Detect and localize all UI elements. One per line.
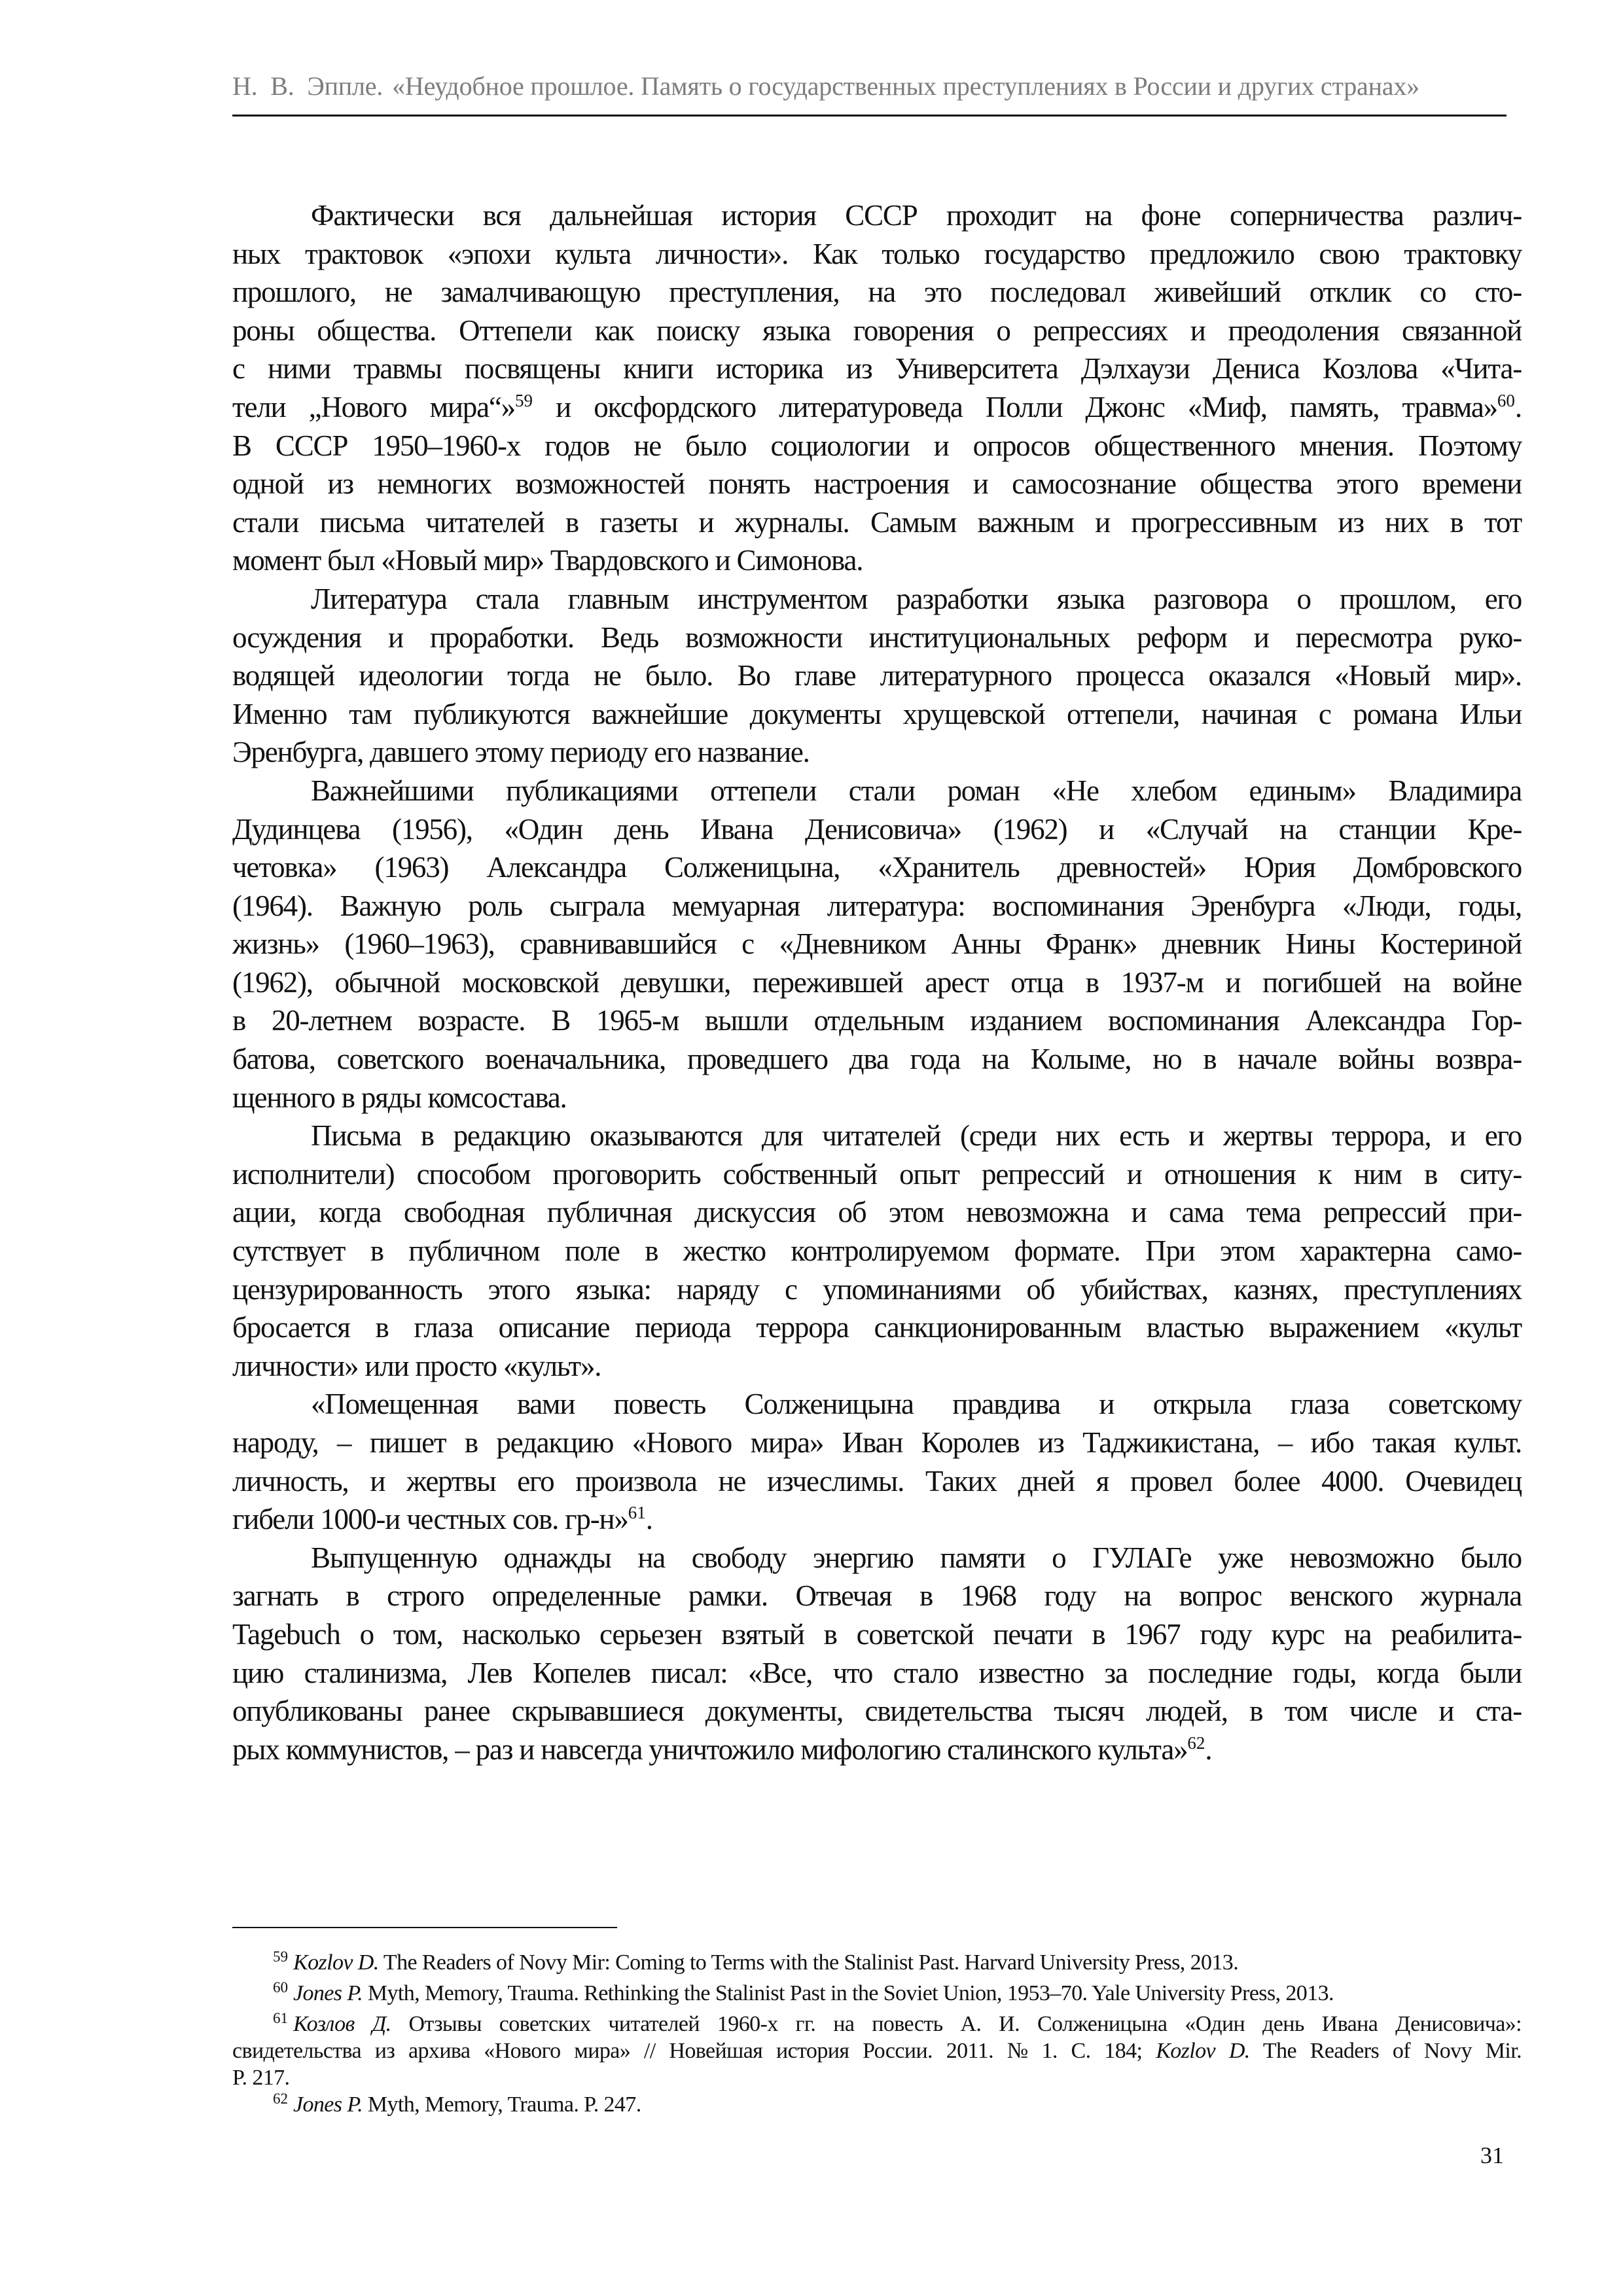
footnote-author: Kozlov D. bbox=[293, 1950, 379, 1975]
header-rule bbox=[232, 115, 1507, 117]
paragraph-2 bbox=[232, 580, 1522, 772]
footnote-author: Козлов Д. bbox=[293, 2012, 391, 2036]
text-line: Tagebuch о том, насколько серьезен взятый в советской печати в 1967 году курс на реабилита- bbox=[232, 1617, 1522, 1651]
text-line: бросается в глаза описание периода террора санкционированным властью выражением «культ bbox=[232, 1311, 1522, 1344]
text-line: Эренбурга, давшего этому периоду его название. bbox=[232, 736, 810, 769]
footnote-number: 60 bbox=[273, 1979, 288, 1996]
page-number: 31 bbox=[1480, 2142, 1504, 2168]
text-line: сутствует в публичном поле в жестко контролируемом формате. При этом характерна само- bbox=[232, 1234, 1522, 1268]
text-line: Именно там публикуются важнейшие документы хрущевской оттепели, начиная с романа Ильи bbox=[232, 697, 1522, 730]
text-line: народу, – пишет в редакцию «Нового мира» Иван Королев из Таджикистана, – ибо такая культ. bbox=[232, 1426, 1522, 1459]
footnote-ref-59[interactable]: 59 bbox=[514, 390, 533, 410]
footnote-ref-60[interactable]: 60 bbox=[1497, 390, 1515, 410]
text-line: осуждения и проработки. Ведь возможности институциональных реформ и пересмотра руко- bbox=[232, 620, 1522, 654]
text-line: опубликованы ранее скрывавшиеся документы, свидетельства тысяч людей, в том числе и ста- bbox=[232, 1695, 1522, 1728]
footnote-number: 62 bbox=[273, 2090, 288, 2107]
footnote-62 bbox=[232, 2091, 1522, 2118]
text-fragment: . bbox=[645, 1503, 652, 1536]
text-line: Выпущенную однажды на свободу энергию памяти о ГУЛАГе уже невозможно было bbox=[311, 1541, 1522, 1574]
text-fragment: тели „Нового мира“» bbox=[232, 390, 515, 423]
text-line: В СССР 1950–1960-х годов не было социологии и опросов общественного мнения. Поэтому bbox=[232, 429, 1522, 462]
text-line: (1962), обычной московской девушки, пережившей арест отца в 1937-м и погибшей на войне bbox=[232, 965, 1522, 999]
footnote-author: Jones P. bbox=[293, 1981, 363, 2005]
paragraph-5-quote bbox=[232, 1385, 1522, 1538]
header-author: Н. В. Эппле. bbox=[232, 71, 383, 101]
text-line: «Помещенная вами повесть Солженицына правдива и открыла глаза советскому bbox=[311, 1388, 1522, 1421]
footnote-text: Отзывы советских читателей 1960-х гг. на повесть А. И. Солженицына «Один день Ивана Денисовича»: bbox=[391, 2012, 1522, 2036]
footnote-text: Myth, Memory, Trauma. P. 247. bbox=[363, 2092, 641, 2117]
text-line: (1964). Важную роль сыграла мемуарная литература: воспоминания Эренбурга «Люди, годы, bbox=[232, 889, 1522, 922]
text-fragment: . bbox=[1514, 390, 1522, 423]
paragraph-6 bbox=[232, 1539, 1522, 1769]
text-line: Важнейшими публикациями оттепели стали роман «Не хлебом единым» Владимира bbox=[311, 774, 1522, 807]
footnote-61-line-2 bbox=[232, 2037, 1522, 2064]
text-fragment: рых коммунистов, – раз и навсегда уничтожило мифологию сталинского культа» bbox=[232, 1732, 1188, 1766]
text-line: загнать в строго определенные рамки. Отвечая в 1968 году на вопрос венского журнала bbox=[232, 1579, 1522, 1613]
footnote-number: 61 bbox=[273, 2010, 288, 2026]
paragraph-1 bbox=[232, 196, 1522, 580]
text-fragment: и оксфордского литературоведа Полли Джонс «Миф, память, травма» bbox=[532, 390, 1497, 423]
header-title: «Неудобное прошлое. Память о государственных преступлениях в России и других странах» bbox=[392, 71, 1419, 101]
text-line: личности» или просто «культ». bbox=[232, 1349, 601, 1382]
text-line: Письма в редакцию оказываются для читателей (среди них есть и жертвы террора, и его bbox=[311, 1119, 1522, 1153]
text-fragment: . bbox=[1205, 1732, 1212, 1766]
footnotes bbox=[232, 1949, 1522, 2118]
footnote-text: свидетельства из архива «Нового мира» // Новейшая история России. 2011. № 1. С. 184; bbox=[232, 2039, 1156, 2063]
text-line bbox=[232, 1500, 1522, 1539]
text-line: личность, и жертвы его произвола не изчеслимы. Таких дней я провел более 4000. Очевидец bbox=[232, 1464, 1522, 1498]
text-line: батова, советского военачальника, проведшего два года на Колыме, но в начале войны возвра- bbox=[232, 1043, 1522, 1076]
text-line: четовка» (1963) Александра Солженицына, «Хранитель древностей» Юрия Домбровского bbox=[232, 851, 1522, 884]
text-line: Фактически вся дальнейшая история СССР проходит на фоне соперничества различ- bbox=[311, 199, 1522, 232]
text-line: цензурированность этого языка: наряду с упоминаниями об убийствах, казнях, преступлениях bbox=[232, 1272, 1522, 1306]
text-line: роны общества. Оттепели как поиску языка говорения о репрессиях и преодоления связанной bbox=[232, 314, 1522, 347]
footnote-ref-62[interactable]: 62 bbox=[1187, 1732, 1205, 1753]
text-line: исполнители) способом проговорить собственный опыт репрессий и отношения к ним в ситу- bbox=[232, 1157, 1522, 1191]
text-line bbox=[232, 1731, 1522, 1769]
text-line: ных трактовок «эпохи культа личности». Как только государство предложило свою трактовку bbox=[232, 237, 1522, 270]
paragraph-3 bbox=[232, 772, 1522, 1117]
text-line bbox=[232, 388, 1522, 427]
text-line: водящей идеологии тогда не было. Во главе литературного процесса оказался «Новый мир». bbox=[232, 659, 1522, 692]
running-header bbox=[232, 71, 1507, 101]
footnote-61 bbox=[232, 2011, 1522, 2037]
text-line: Литература стала главным инструментом разработки языка разговора о прошлом, его bbox=[311, 582, 1522, 615]
footnote-number: 59 bbox=[273, 1948, 288, 1965]
text-line: с ними травмы посвящены книги историка из Университета Дэлхаузи Дениса Козлова «Чита- bbox=[232, 352, 1522, 386]
body-text bbox=[232, 196, 1522, 1768]
text-line: одной из немногих возможностей понять настроения и самосознание общества этого времени bbox=[232, 467, 1522, 501]
text-line: цию сталинизма, Лев Копелев писал: «Все, что стало известно за последние годы, когда были bbox=[232, 1656, 1522, 1689]
text-line: ации, когда свободная публичная дискуссия об этом невозможна и сама тема репрессий при- bbox=[232, 1196, 1522, 1229]
text-line: Дудинцева (1956), «Один день Ивана Денисовича» (1962) и «Случай на станции Кре- bbox=[232, 812, 1522, 846]
footnote-author: Kozlov D. bbox=[1156, 2039, 1250, 2063]
footnote-text: The Readers of Novy Mir. bbox=[1249, 2039, 1522, 2063]
footnote-separator bbox=[232, 1927, 617, 1928]
footnote-text: Myth, Memory, Trauma. Rethinking the Stalinist Past in the Soviet Union, 1953–70. Yale University Press, 2013. bbox=[363, 1981, 1334, 2005]
footnote-60 bbox=[232, 1980, 1522, 2007]
footnote-61-line-3: P. 217. bbox=[232, 2066, 290, 2090]
text-line: жизнь» (1960–1963), сравнивавшийся с «Дневником Анны Франк» дневник Нины Костериной bbox=[232, 927, 1522, 961]
text-fragment: гибели 1000-и честных сов. гр-н» bbox=[232, 1503, 628, 1536]
footnote-text: The Readers of Novy Mir: Coming to Terms with the Stalinist Past. Harvard University Press, 2013. bbox=[378, 1950, 1239, 1975]
footnote-59 bbox=[232, 1949, 1522, 1976]
text-line: момент был «Новый мир» Твардовского и Симонова. bbox=[232, 544, 863, 577]
text-line: щенного в ряды комсостава. bbox=[232, 1081, 567, 1114]
text-line: прошлого, не замалчивающую преступления, на это последовал живейший отклик со сто- bbox=[232, 276, 1522, 309]
text-line: стали письма читателей в газеты и журналы. Самым важным и прогрессивным из них в тот bbox=[232, 505, 1522, 539]
footnote-ref-61[interactable]: 61 bbox=[628, 1503, 646, 1523]
footnote-author: Jones P. bbox=[293, 2092, 363, 2117]
text-line: в 20-летнем возрасте. В 1965-м вышли отдельным изданием воспоминания Александра Гор- bbox=[232, 1004, 1522, 1037]
paragraph-4 bbox=[232, 1117, 1522, 1385]
